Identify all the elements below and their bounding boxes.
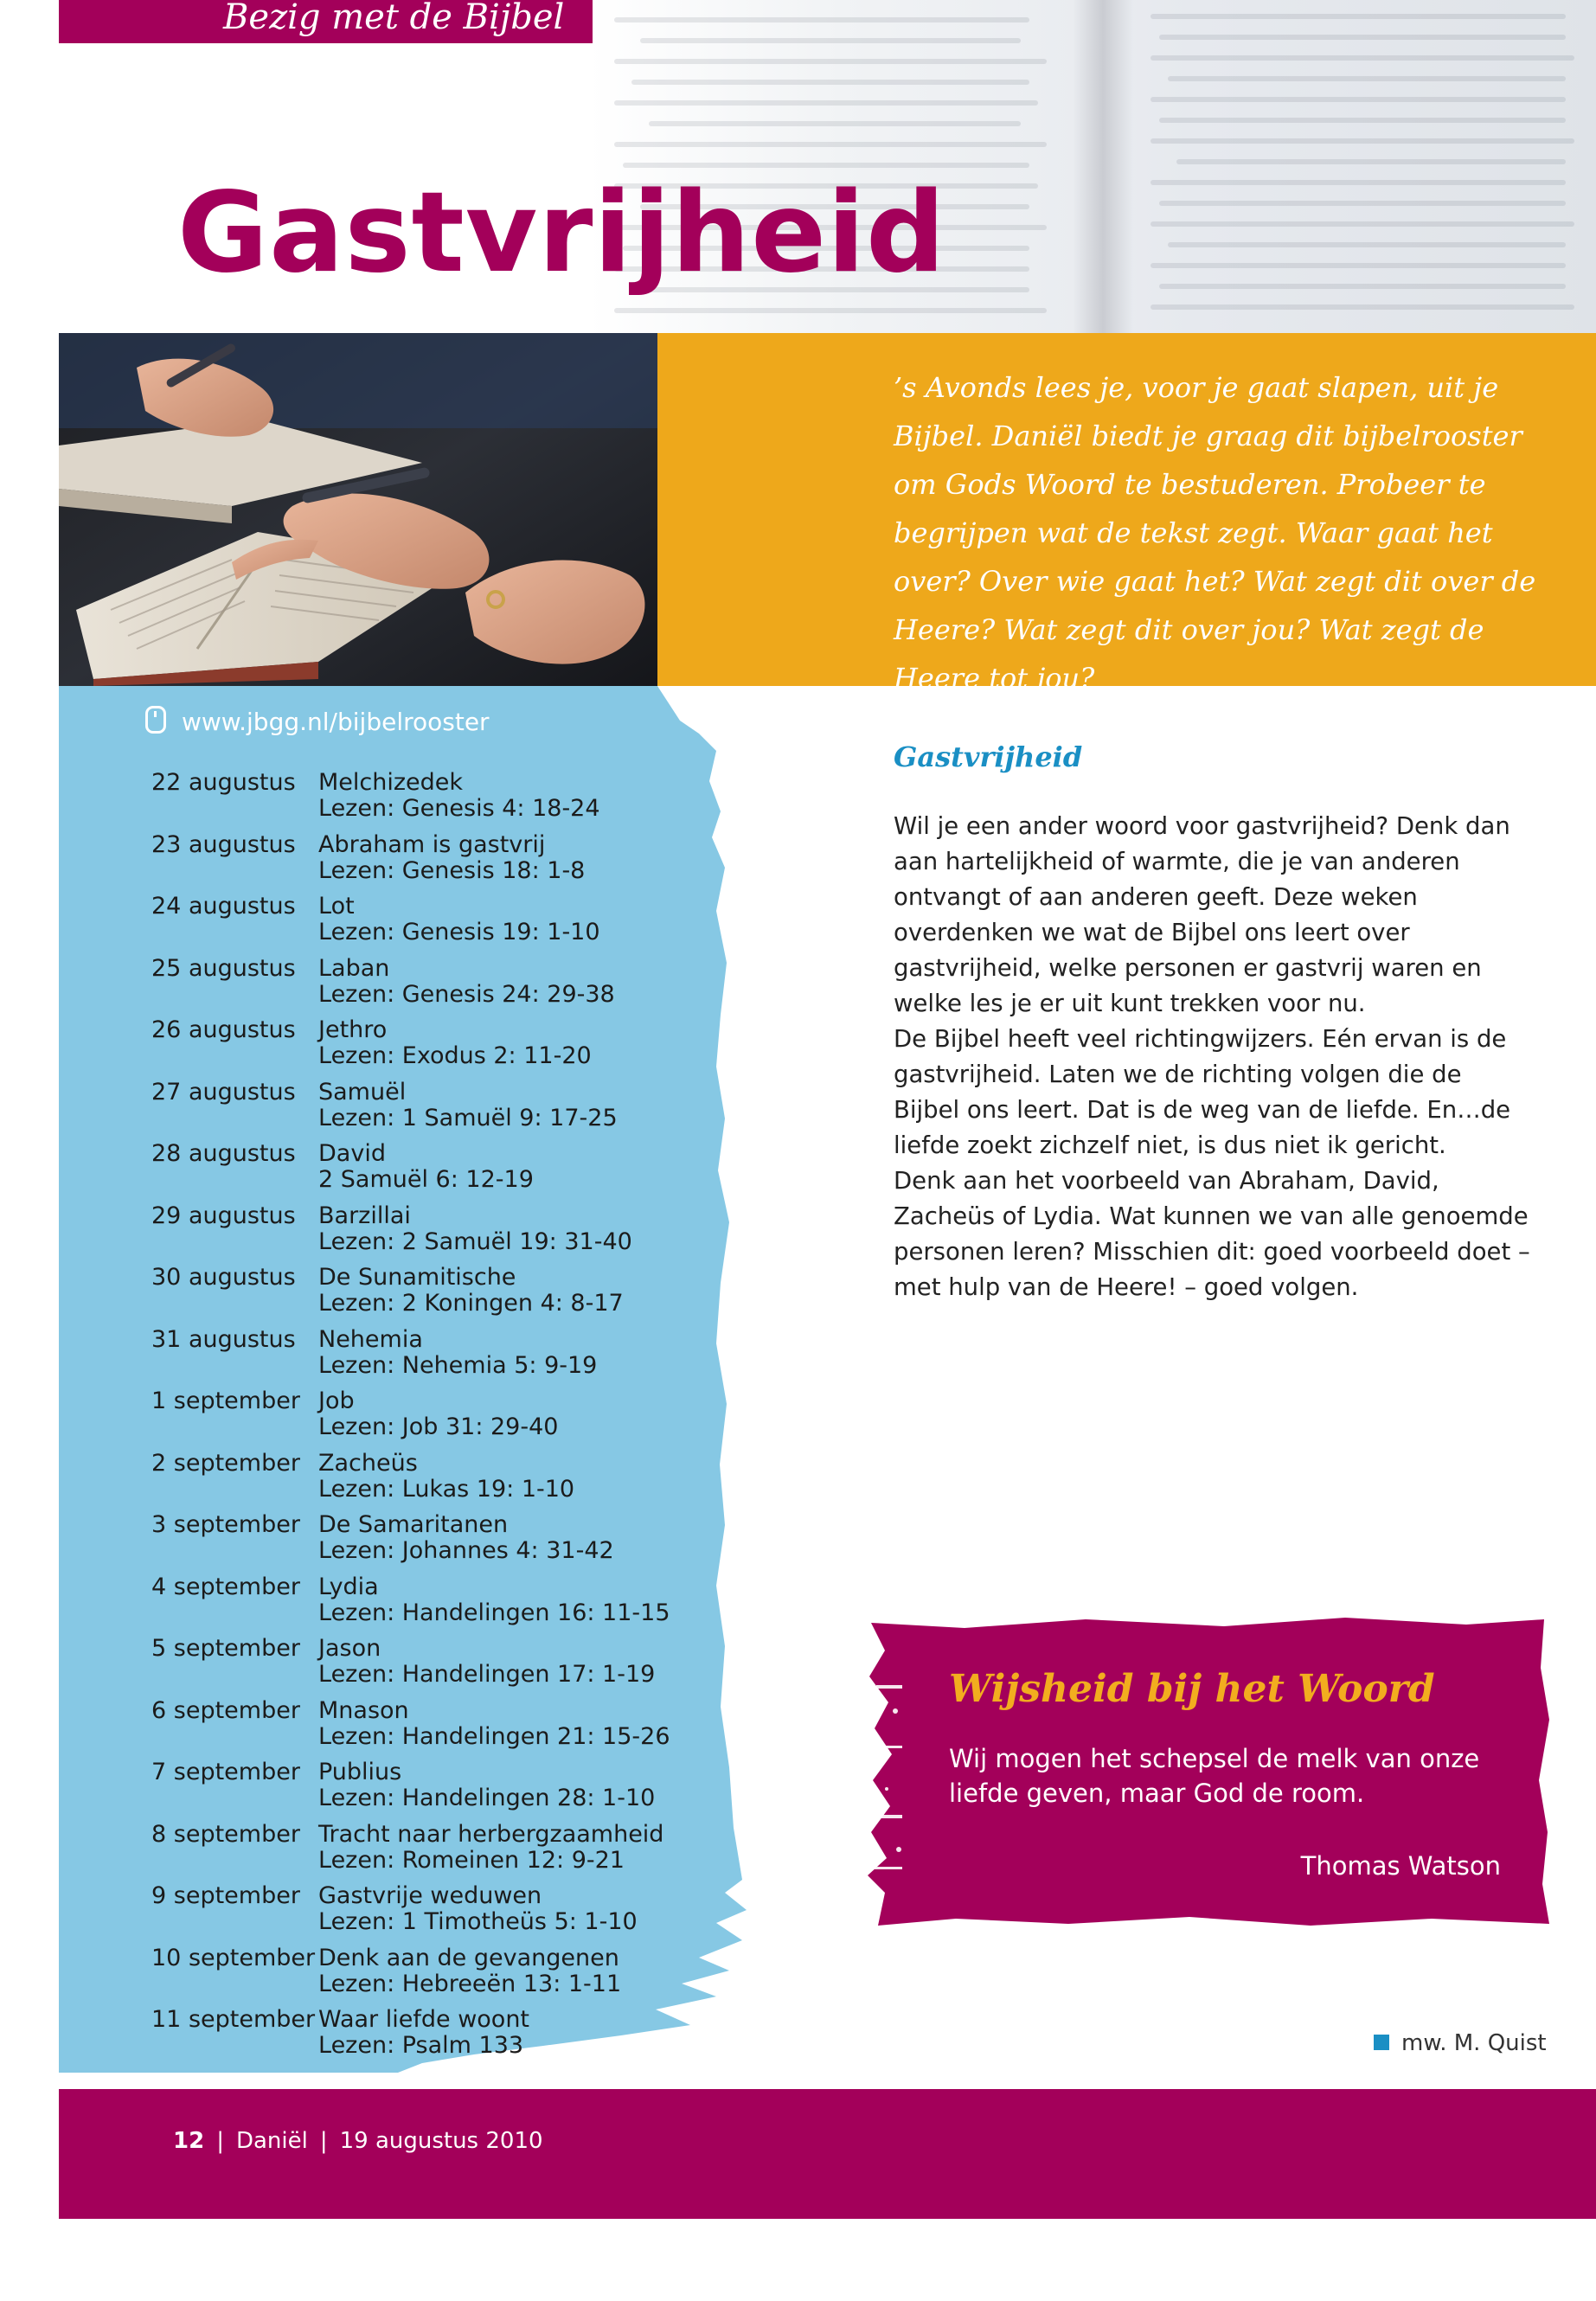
schedule-item (151, 1945, 722, 2008)
article-paragraph: Wil je een ander woord voor gastvrijheid? Denk dan aan hartelijkheid of warmte, die je van anderen ontvangt of aan anderen geeft. Deze weken overdenken we wat de Bijbel ons leert over gastvrijheid, welke personen er gastvrij waren en welke les je er uit kunt trekken voor nu. (894, 812, 1510, 1017)
schedule-url-text[interactable]: www.jbgg.nl/bijbelrooster (182, 708, 490, 736)
schedule-date: 4 september (151, 1573, 300, 1600)
schedule-reading: Lezen: 2 Samuël 19: 31-40 (318, 1227, 632, 1255)
schedule-date: 30 augustus (151, 1264, 296, 1291)
schedule-reading: Lezen: Genesis 19: 1-10 (318, 919, 600, 945)
section-label: Bezig met de Bijbel (59, 0, 593, 43)
schedule-date: 23 augustus (151, 830, 296, 858)
schedule-item (151, 1759, 722, 1822)
schedule-date: 2 september (151, 1449, 300, 1477)
square-bullet-icon (1374, 2035, 1389, 2050)
quote-text: Wij mogen het schepsel de melk van onze liefde geven, maar God de room. (949, 1744, 1480, 1808)
schedule-item (151, 1574, 722, 1637)
schedule-item (151, 1822, 722, 1884)
schedule-reading: Lezen: Handelingen 28: 1-10 (318, 1785, 656, 1811)
schedule-item (151, 1265, 722, 1327)
schedule-reading: Lezen: Lukas 19: 1-10 (318, 1475, 575, 1503)
schedule-reading: Lezen: 1 Samuël 9: 17-25 (318, 1104, 618, 1131)
schedule-reading: Lezen: 1 Timotheüs 5: 1-10 (318, 1908, 638, 1935)
schedule-date: 8 september (151, 1820, 300, 1848)
schedule-date: 7 september (151, 1759, 300, 1785)
article-paragraph: De Bijbel heeft veel richtingwijzers. Eén ervan is de gastvrijheid. Laten we de richting volgen die de Bijbel ons leert. Dat is de weg van de liefde. En…de liefde zoekt zichzelf niet, is dus niet ik gericht. (894, 1025, 1511, 1159)
footer (173, 2126, 543, 2156)
schedule-reading: Lezen: Genesis 24: 29-38 (318, 980, 615, 1008)
schedule-reading: Lezen: Genesis 4: 18-24 (318, 795, 600, 822)
schedule-reading: Lezen: Hebreeën 13: 1-11 (318, 1970, 622, 1997)
schedule-reading: Lezen: 2 Koningen 4: 8-17 (318, 1290, 624, 1317)
schedule-item (151, 2007, 722, 2069)
schedule-date: 1 september (151, 1388, 300, 1414)
schedule-item (151, 1883, 722, 1945)
schedule-title: Denk aan de gevangenen (318, 1944, 619, 1971)
schedule-item (151, 1080, 722, 1142)
schedule-title: Lydia (318, 1573, 379, 1600)
schedule-title: Lot (318, 893, 355, 920)
schedule-title: Laban (318, 954, 390, 982)
schedule-title: David (318, 1140, 386, 1167)
schedule-url[interactable] (145, 705, 490, 740)
schedule-item (151, 1388, 722, 1451)
schedule-title: Melchizedek (318, 769, 464, 796)
schedule-date: 31 augustus (151, 1325, 296, 1353)
intro-text: ’s Avonds lees je, voor je gaat slapen, uit je Bijbel. Daniël biedt je graag dit bijbelrooster om Gods Woord te bestuderen. Probeer te begrijpen wat de tekst zegt. Waar gaat het over? Over wie gaat het? Wat zegt dit over de Heere? Wat zegt dit over jou? Wat zegt de Heere tot jou? (894, 371, 1536, 695)
schedule-date: 5 september (151, 1635, 300, 1662)
schedule-date: 3 september (151, 1511, 300, 1538)
schedule-date: 24 augustus (151, 893, 296, 920)
schedule-title: Publius (318, 1759, 402, 1785)
schedule-item (151, 770, 722, 832)
schedule-date: 9 september (151, 1882, 300, 1909)
quote-author: Thomas Watson (1300, 1851, 1501, 1881)
separator: | (216, 2128, 224, 2154)
schedule-title: De Sunamitische (318, 1264, 516, 1291)
page-title: Gastvrijheid (177, 169, 946, 298)
mouse-icon (145, 706, 166, 734)
author-credit-text: mw. M. Quist (1401, 2030, 1547, 2056)
author-credit (1374, 2029, 1547, 2058)
magazine-name: Daniël (235, 2128, 308, 2154)
schedule-title: Jethro (318, 1016, 388, 1043)
schedule-date: 10 september (151, 1944, 316, 1971)
quote-heading: Wijsheid bij het Woord (949, 1667, 1435, 1711)
schedule-title: Jason (318, 1635, 381, 1662)
schedule-date: 22 augustus (151, 769, 296, 796)
schedule-reading: Lezen: Exodus 2: 11-20 (318, 1042, 592, 1069)
schedule-item (151, 1512, 722, 1574)
schedule-date: 25 augustus (151, 954, 296, 982)
schedule-title: Tracht naar herbergzaamheid (318, 1820, 664, 1848)
schedule-title: De Samaritanen (318, 1511, 509, 1538)
schedule-date: 11 september (151, 2006, 316, 2033)
bible-study-photo (59, 333, 657, 686)
article-body (894, 809, 1534, 1305)
schedule-title: Barzillai (318, 1202, 411, 1229)
schedule-reading: Lezen: Nehemia 5: 9-19 (318, 1351, 598, 1379)
schedule-title: Nehemia (318, 1325, 423, 1353)
schedule-reading: 2 Samuël 6: 12-19 (318, 1166, 534, 1193)
schedule-reading: Lezen: Johannes 4: 31-42 (318, 1537, 614, 1564)
schedule-date: 29 augustus (151, 1202, 296, 1229)
schedule-reading: Lezen: Handelingen 16: 11-15 (318, 1599, 670, 1626)
schedule-title: Abraham is gastvrij (318, 830, 546, 858)
page-number: 12 (173, 2128, 205, 2154)
schedule-item (151, 1141, 722, 1203)
schedule-title: Waar liefde woont (318, 2006, 530, 2033)
article-paragraph: Denk aan het voorbeeld van Abraham, David, Zacheüs of Lydia. Wat kunnen we van alle genoemde personen leren? Misschien dit: goed voorbeeld doet – met hulp van de Heere! – goed volgen. (894, 1167, 1530, 1301)
schedule-reading: Lezen: Handelingen 17: 1-19 (318, 1661, 656, 1688)
schedule-item (151, 1636, 722, 1698)
schedule-item (151, 1017, 722, 1080)
reading-schedule (151, 770, 722, 2069)
schedule-item (151, 956, 722, 1018)
schedule-item (151, 1698, 722, 1760)
schedule-date: 26 augustus (151, 1016, 296, 1043)
schedule-reading: Lezen: Psalm 133 (318, 2032, 524, 2059)
schedule-date: 27 augustus (151, 1078, 296, 1106)
schedule-title: Job (318, 1388, 355, 1414)
schedule-reading: Lezen: Romeinen 12: 9-21 (318, 1846, 625, 1874)
issue-date: 19 augustus 2010 (339, 2128, 543, 2154)
schedule-date: 28 augustus (151, 1140, 296, 1167)
schedule-item (151, 1451, 722, 1513)
schedule-item (151, 894, 722, 956)
schedule-title: Gastvrije weduwen (318, 1882, 542, 1909)
schedule-reading: Lezen: Genesis 18: 1-8 (318, 856, 586, 884)
schedule-title: Zacheüs (318, 1449, 418, 1477)
schedule-item (151, 1203, 722, 1266)
article-title: Gastvrijheid (894, 740, 1083, 773)
schedule-reading: Lezen: Handelingen 21: 15-26 (318, 1722, 670, 1750)
schedule-title: Samuël (318, 1078, 407, 1106)
schedule-date: 6 september (151, 1696, 300, 1724)
schedule-item (151, 832, 722, 894)
schedule-item (151, 1327, 722, 1389)
separator: | (319, 2128, 328, 2154)
schedule-title: Mnason (318, 1696, 409, 1724)
schedule-reading: Lezen: Job 31: 29-40 (318, 1413, 559, 1440)
